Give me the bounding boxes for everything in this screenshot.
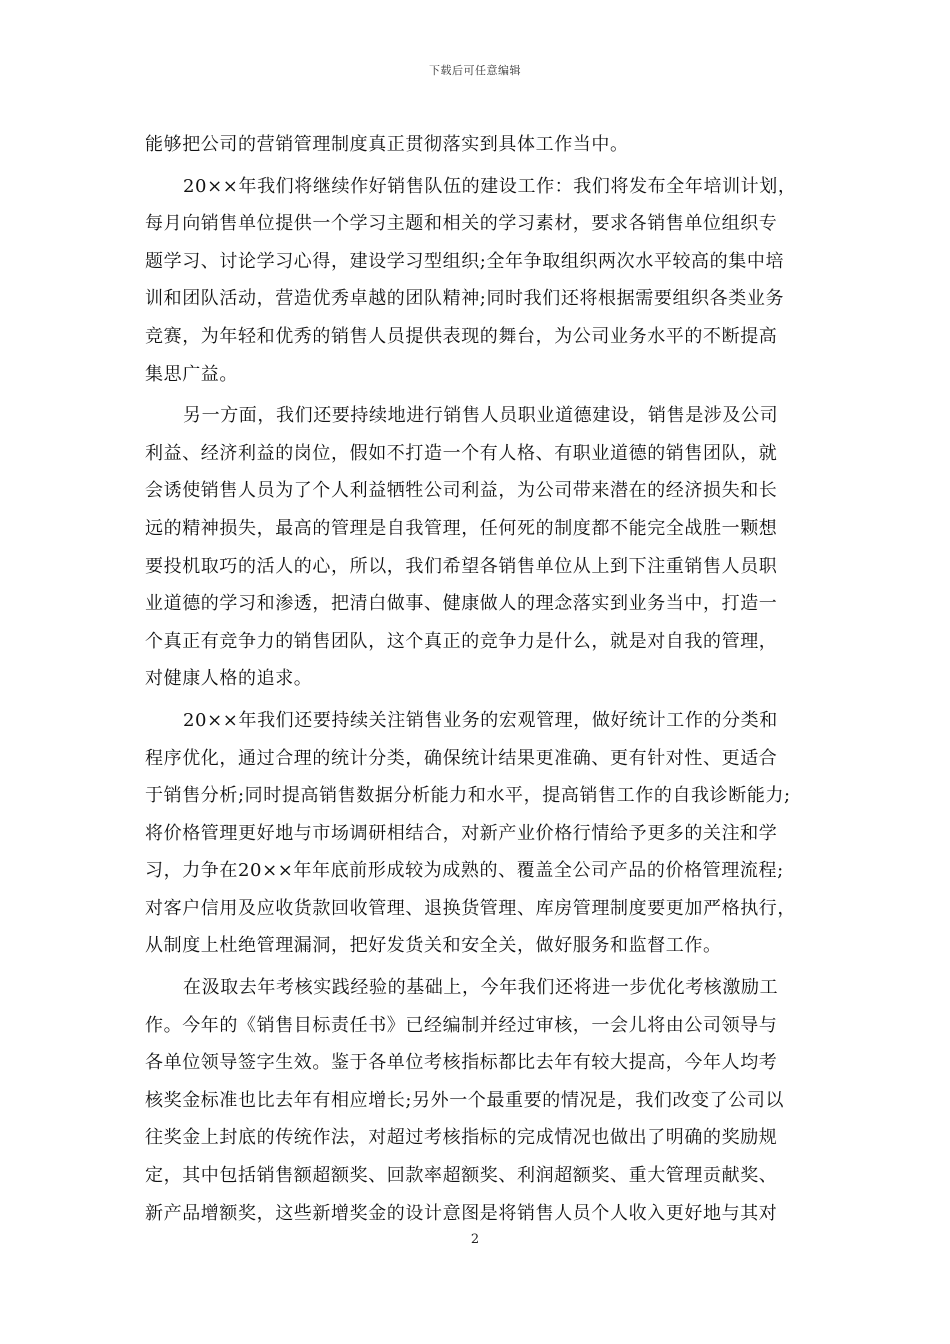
paragraph — [145, 168, 805, 394]
paragraph — [145, 969, 805, 1232]
text-line: 将价格管理更好地与市场调研相结合，对新产业价格行情给予更多的关注和学 — [145, 822, 778, 844]
paragraph — [145, 397, 805, 698]
text-line: 每月向销售单位提供一个学习主题和相关的学习素材，要求各销售单位组织专 — [145, 213, 778, 235]
text-line: 题学习、讨论学习心得，建设学习型组织;全年争取组织两次水平较高的集中培 — [145, 250, 785, 272]
text-line: 要投机取巧的活人的心，所以，我们希望各销售单位从上到下注重销售人员职 — [145, 555, 778, 577]
text-line: 定，其中包括销售额超额奖、回款率超额奖、利润超额奖、重大管理贡献奖、 — [145, 1165, 778, 1187]
text-line: 20××年我们将继续作好销售队伍的建设工作：我们将发布全年培训计划， — [183, 175, 797, 197]
text-line: 竞赛，为年轻和优秀的销售人员提供表现的舞台，为公司业务水平的不断提高 — [145, 325, 778, 347]
text-line: 往奖金上封底的传统作法，对超过考核指标的完成情况也做出了明确的奖励规 — [145, 1127, 778, 1149]
text-line: 从制度上杜绝管理漏洞，把好发货关和安全关，做好服务和监督工作。 — [145, 935, 722, 957]
page-header: 下载后可任意编辑 — [429, 64, 521, 77]
text-line: 于销售分析;同时提高销售数据分析能力和水平，提高销售工作的自我诊断能力; — [145, 785, 791, 807]
text-line: 另一方面，我们还要持续地进行销售人员职业道德建设，销售是涉及公司 — [183, 405, 779, 427]
paragraph — [145, 702, 805, 965]
text-line: 各单位领导签字生效。鉴于各单位考核指标都比去年有较大提高，今年人均考 — [145, 1052, 778, 1074]
text-line: 个真正有竞争力的销售团队，这个真正的竞争力是什么，就是对自我的管理， — [145, 630, 778, 652]
text-line: 对健康人格的追求。 — [145, 668, 313, 690]
document-body — [145, 126, 805, 1232]
page-number: 2 — [470, 1232, 480, 1247]
text-line: 在汲取去年考核实践经验的基础上，今年我们还将进一步优化考核激励工 — [183, 977, 779, 999]
text-line: 能够把公司的营销管理制度真正贯彻落实到具体工作当中。 — [145, 134, 629, 155]
text-line: 作。今年的《销售目标责任书》已经编制并经过审核，一会儿将由公司领导与 — [145, 1014, 778, 1036]
text-line: 利益、经济利益的岗位，假如不打造一个有人格、有职业道德的销售团队，就 — [145, 442, 778, 464]
text-line: 业道德的学习和渗透，把清白做事、健康做人的理念落实到业务当中，打造一 — [145, 593, 778, 615]
text-line: 程序优化，通过合理的统计分类，确保统计结果更准确、更有针对性、更适合 — [145, 747, 778, 769]
text-line: 集思广益。 — [145, 363, 238, 385]
text-line: 远的精神损失，最高的管理是自我管理，任何死的制度都不能完全战胜一颗想 — [145, 517, 778, 539]
text-line: 习，力争在20××年年底前形成较为成熟的、覆盖全公司产品的价格管理流程; — [145, 860, 784, 882]
text-line: 会诱使销售人员为了个人利益牺牲公司利益，为公司带来潜在的经济损失和长 — [145, 480, 778, 502]
text-line: 对客户信用及应收货款回收管理、退换货管理、库房管理制度要更加严格执行， — [145, 897, 796, 919]
text-line: 20××年我们还要持续关注销售业务的宏观管理，做好统计工作的分类和 — [183, 709, 778, 731]
paragraph — [145, 126, 805, 164]
text-line: 训和团队活动，营造优秀卓越的团队精神;同时我们还将根据需要组织各类业务 — [145, 288, 785, 310]
text-line: 核奖金标准也比去年有相应增长;另外一个最重要的情况是，我们改变了公司以 — [145, 1089, 785, 1111]
text-line: 新产品增额奖，这些新增奖金的设计意图是将销售人员个人收入更好地与其对 — [145, 1202, 778, 1224]
